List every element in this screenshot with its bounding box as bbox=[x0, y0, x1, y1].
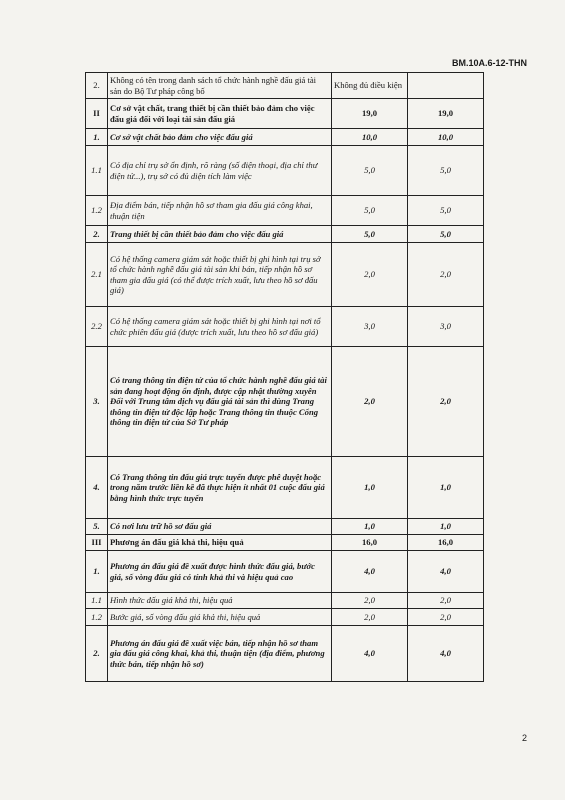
table-row bbox=[86, 457, 484, 519]
max-score-cell: 16,0 bbox=[332, 535, 408, 551]
score-cell: 2,0 bbox=[408, 609, 484, 626]
score-cell: 2,0 bbox=[408, 243, 484, 307]
table-row bbox=[86, 146, 484, 196]
max-score-cell: 5,0 bbox=[332, 196, 408, 226]
criterion-cell: Có hệ thống camera giám sát hoặc thiết bị ghi hình tại trụ sở tổ chức hành nghề đấu giá tài sản khi bán, tiếp nhận hồ sơ tham gia đấu giá (có thể được trích xuất, lưu theo hồ sơ đấu giá) bbox=[108, 243, 332, 307]
max-score-cell: 1,0 bbox=[332, 457, 408, 519]
table-row bbox=[86, 307, 484, 347]
row-number-cell: 1.1 bbox=[86, 146, 108, 196]
row-number-cell: 1. bbox=[86, 129, 108, 146]
evaluation-table bbox=[85, 72, 484, 682]
row-number-cell: 1. bbox=[86, 551, 108, 593]
max-score-cell: 5,0 bbox=[332, 146, 408, 196]
table-row bbox=[86, 519, 484, 535]
score-cell: 4,0 bbox=[408, 551, 484, 593]
table-row bbox=[86, 609, 484, 626]
max-score-cell: 3,0 bbox=[332, 307, 408, 347]
max-score-cell: 19,0 bbox=[332, 99, 408, 129]
criterion-cell: Có hệ thống camera giám sát hoặc thiết bị ghi hình tại nơi tổ chức phiên đấu giá (được trích xuất, lưu theo hồ sơ đấu giá) bbox=[108, 307, 332, 347]
form-code: BM.10A.6-12-THN bbox=[451, 58, 527, 68]
table-row bbox=[86, 99, 484, 129]
table-row bbox=[86, 73, 484, 99]
criterion-cell: Địa điểm bán, tiếp nhận hồ sơ tham gia đấu giá công khai, thuận tiện bbox=[108, 196, 332, 226]
criterion-cell: Bước giá, số vòng đấu giá khả thi, hiệu quả bbox=[108, 609, 332, 626]
table-row bbox=[86, 226, 484, 243]
score-cell: 10,0 bbox=[408, 129, 484, 146]
criterion-cell: Có nơi lưu trữ hồ sơ đấu giá bbox=[108, 519, 332, 535]
row-number-cell: II bbox=[86, 99, 108, 129]
max-score-cell: 2,0 bbox=[332, 347, 408, 457]
row-number-cell: III bbox=[86, 535, 108, 551]
criterion-cell: Phương án đấu giá đề xuất được hình thức đấu giá, bước giá, số vòng đấu giá có tính khả thi và hiệu quả cao bbox=[108, 551, 332, 593]
max-score-cell: 10,0 bbox=[332, 129, 408, 146]
max-score-cell: 2,0 bbox=[332, 609, 408, 626]
table-row bbox=[86, 551, 484, 593]
evaluation-table-body bbox=[86, 73, 484, 682]
row-number-cell: 2.2 bbox=[86, 307, 108, 347]
table-row bbox=[86, 243, 484, 307]
score-cell bbox=[408, 73, 484, 99]
score-cell: 5,0 bbox=[408, 196, 484, 226]
score-cell: 4,0 bbox=[408, 626, 484, 682]
score-cell: 1,0 bbox=[408, 457, 484, 519]
criterion-cell: Phương án đấu giá đề xuất việc bán, tiếp nhận hồ sơ tham gia đấu giá công khai, khả thi, thuận tiện (địa điểm, phương thức bán, tiếp nhận hồ sơ) bbox=[108, 626, 332, 682]
score-cell: 2,0 bbox=[408, 593, 484, 609]
table-row bbox=[86, 129, 484, 146]
max-score-cell: 1,0 bbox=[332, 519, 408, 535]
score-cell: 1,0 bbox=[408, 519, 484, 535]
max-score-cell: 4,0 bbox=[332, 551, 408, 593]
max-score-cell: 4,0 bbox=[332, 626, 408, 682]
row-number-cell: 3. bbox=[86, 347, 108, 457]
row-number-cell: 5. bbox=[86, 519, 108, 535]
score-cell: 3,0 bbox=[408, 307, 484, 347]
criterion-cell: Cơ sở vật chất, trang thiết bị cần thiết bảo đảm cho việc đấu giá đối với loại tài sản đấu giá bbox=[108, 99, 332, 129]
score-cell: 5,0 bbox=[408, 226, 484, 243]
criterion-cell: Có Trang thông tin đấu giá trực tuyến được phê duyệt hoặc trong năm trước liền kề đã thực hiện ít nhất 01 cuộc đấu giá bằng hình thức trực tuyến bbox=[108, 457, 332, 519]
table-row bbox=[86, 347, 484, 457]
criterion-cell: Có địa chỉ trụ sở ổn định, rõ ràng (số điện thoại, địa chỉ thư điện tử...), trụ sở có đủ diện tích làm việc bbox=[108, 146, 332, 196]
table-row bbox=[86, 535, 484, 551]
criterion-cell: Cơ sở vật chất bảo đảm cho việc đấu giá bbox=[108, 129, 332, 146]
max-score-cell: 2,0 bbox=[332, 243, 408, 307]
criterion-cell: Phương án đấu giá khả thi, hiệu quả bbox=[108, 535, 332, 551]
row-number-cell: 1.2 bbox=[86, 609, 108, 626]
page-number: 2 bbox=[521, 733, 527, 743]
row-number-cell: 1.1 bbox=[86, 593, 108, 609]
row-number-cell: 2.1 bbox=[86, 243, 108, 307]
max-score-cell: Không đủ điều kiện bbox=[332, 73, 408, 99]
score-cell: 19,0 bbox=[408, 99, 484, 129]
criterion-cell: Trang thiết bị cần thiết bảo đảm cho việc đấu giá bbox=[108, 226, 332, 243]
row-number-cell: 2. bbox=[86, 626, 108, 682]
row-number-cell: 1.2 bbox=[86, 196, 108, 226]
table-row bbox=[86, 626, 484, 682]
max-score-cell: 5,0 bbox=[332, 226, 408, 243]
row-number-cell: 2. bbox=[86, 226, 108, 243]
row-number-cell: 4. bbox=[86, 457, 108, 519]
criterion-cell: Không có tên trong danh sách tổ chức hành nghề đấu giá tài sản do Bộ Tư pháp công bố bbox=[108, 73, 332, 99]
max-score-cell: 2,0 bbox=[332, 593, 408, 609]
table-row bbox=[86, 196, 484, 226]
table-row bbox=[86, 593, 484, 609]
score-cell: 16,0 bbox=[408, 535, 484, 551]
criterion-cell: Hình thức đấu giá khả thi, hiệu quả bbox=[108, 593, 332, 609]
score-cell: 5,0 bbox=[408, 146, 484, 196]
score-cell: 2,0 bbox=[408, 347, 484, 457]
criterion-cell: Có trang thông tin điện tử của tổ chức hành nghề đấu giá tài sản đang hoạt động ổn định, được cập nhật thường xuyên Đối với Trung tâm dịch vụ đấu giá tài sản thì dùng Trang thông tin điện tử độc lập hoặc Trang thông tin thuộc Cổng thông tin điện tử của Sở Tư pháp bbox=[108, 347, 332, 457]
row-number-cell: 2. bbox=[86, 73, 108, 99]
